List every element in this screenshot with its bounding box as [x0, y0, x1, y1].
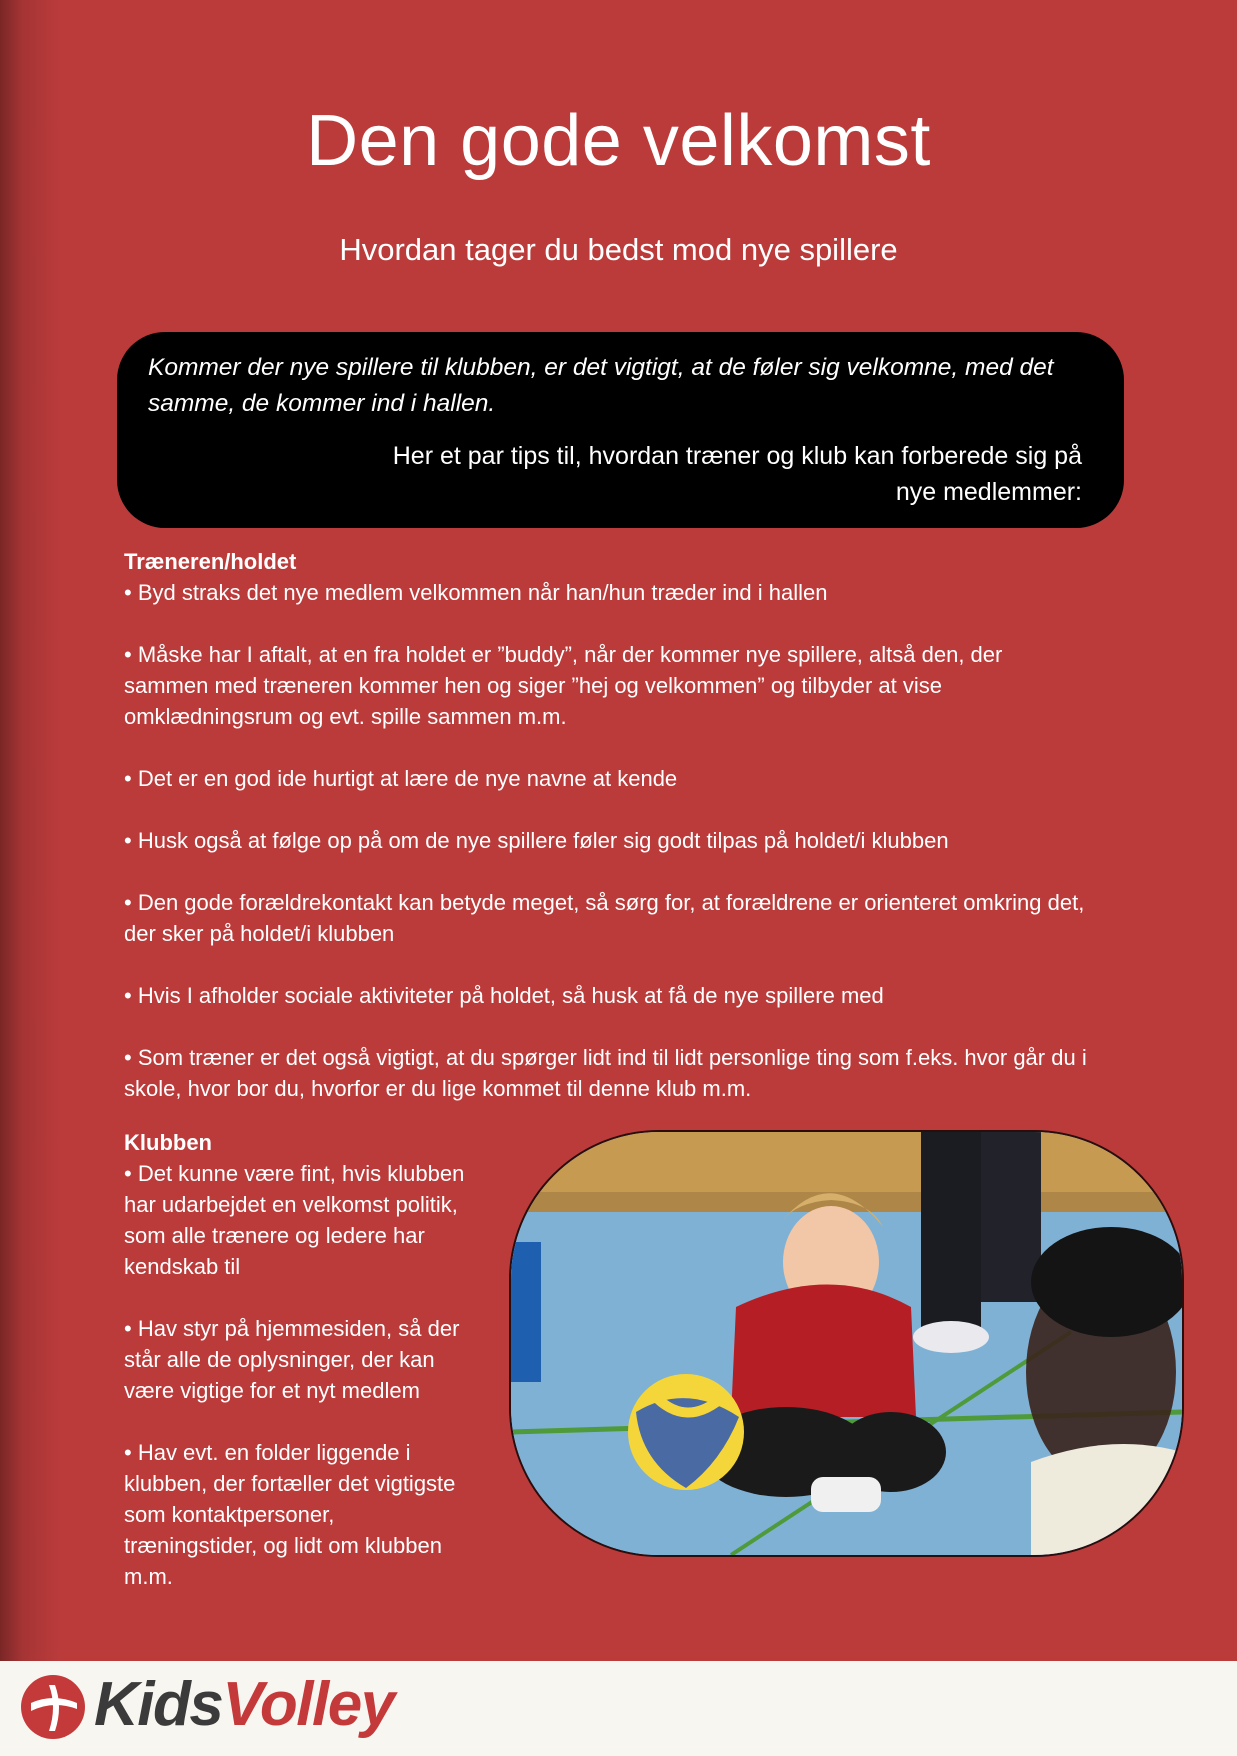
- coach-bullet: • Hvis I afholder sociale aktiviteter på holdet, så husk at få de nye spillere med: [124, 983, 884, 1008]
- coach-bullet: • Byd straks det nye medlem velkommen når han/hun træder ind i hallen: [124, 580, 828, 605]
- coach-bullet: • Det er en god ide hurtigt at lære de nye navne at kende: [124, 766, 678, 791]
- logo-volley-text: Volley: [222, 1670, 394, 1739]
- kidsvolley-logo-icon: [19, 1673, 87, 1741]
- intro-text: Kommer der nye spillere til klubben, er det vigtigt, at de føler sig velkomne, med det samme, de kommer ind i hallen.: [148, 354, 1054, 417]
- coach-bullet: • Måske har I aftalt, at en fra holdet er ”buddy”, når der kommer nye spillere, altså den, der sammen med træneren kommer hen og siger ”hej og velkommen” og tilbyder at vise omklædningsrum og evt. spille sammen m.m.: [124, 642, 1003, 729]
- coach-bullet: • Den gode forældrekontakt kan betyde meget, så sørg for, at forældrene er orienteret omkring det, der sker på holdet/i klubben: [124, 890, 1085, 946]
- club-bullet: • Hav styr på hjemmesiden, så der står alle de oplysninger, der kan være vigtige for et nyt medlem: [124, 1316, 460, 1403]
- intro-tips-text: Her et par tips til, hvordan træner og klub kan forberede sig på nye medlemmer:: [392, 442, 1082, 506]
- page-title: Den gode velkomst: [306, 101, 931, 181]
- kidsvolley-logo: [94, 1669, 394, 1741]
- coach-section: [124, 546, 1124, 1104]
- logo-kids-text: Kids: [94, 1670, 223, 1739]
- club-bullet: • Hav evt. en folder liggende i klubben, der fortæller det vigtigste som kontaktpersoner, træningstider, og lidt om klubben m.m.: [124, 1440, 456, 1589]
- coach-bullet: • Husk også at følge op på om de nye spillere føler sig godt tilpas på holdet/i klubben: [124, 828, 949, 853]
- club-section: [124, 1127, 494, 1592]
- intro-box: [117, 332, 1124, 528]
- photo-kids-volleyball: [509, 1130, 1184, 1557]
- club-bullet: • Det kunne være fint, hvis klubben har udarbejdet en velkomst politik, som alle trænere og ledere har kendskab til: [124, 1161, 465, 1279]
- club-heading: Klubben: [124, 1130, 212, 1155]
- coach-bullet: • Som træner er det også vigtigt, at du spørger lidt ind til lidt personlige ting som f.eks. hvor går du i skole, hvor bor du, hvorfor er du lige kommet til denne klub m.m.: [124, 1045, 1087, 1101]
- page-subtitle: Hvordan tager du bedst mod nye spillere: [339, 232, 898, 267]
- coach-heading: Træneren/holdet: [124, 549, 297, 574]
- footer: [0, 1661, 1237, 1756]
- photo-illustration: [511, 1132, 1182, 1555]
